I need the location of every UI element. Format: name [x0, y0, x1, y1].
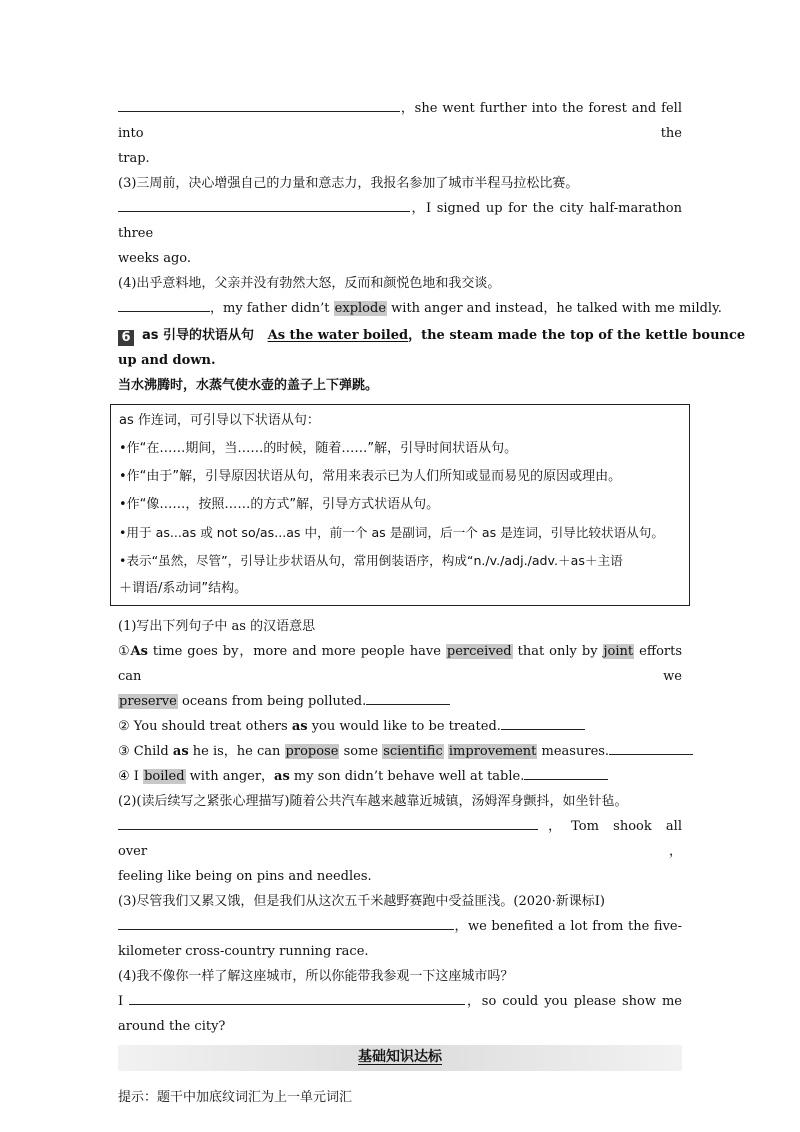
rule-concession-1: •表示“虽然，尽管”，引导让步状语从句，常用倒装语序，构成“n./v./adj./adv.＋as＋主语	[119, 553, 623, 568]
exercise3-prompt: (3)尽管我们又累又饿，但是我们从这次五千米越野赛跑中受益匪浅。(2020·新课标Ⅰ)	[118, 894, 605, 909]
rule-concession-2: ＋谓语/系动词”结构。	[119, 581, 248, 596]
answer-blank[interactable]	[524, 764, 608, 780]
item2-line1: ，she went further into the forest and fell into the	[118, 96, 682, 146]
exercise1-sentence3: ③ Child as he is，he can propose some scientific improvement measures.	[118, 739, 682, 764]
section6-title: as 引导的状语从句	[142, 328, 255, 343]
answer-blank[interactable]	[366, 689, 450, 705]
exercise1-sentence2: ② You should treat others as you would like to be treated.	[118, 714, 682, 739]
section6-example-line2: up and down.	[118, 353, 216, 368]
document-page	[118, 96, 746, 1110]
rule-manner: •作“像……，按照……的方式”解，引导方式状语从句。	[119, 497, 440, 512]
rules-heading: as 作连词，可引导以下状语从句：	[119, 413, 320, 428]
item3-line2: weeks ago.	[118, 251, 191, 266]
rule-comparison: •用于 as...as 或 not so/as...as 中，前一个 as 是副词，后一个 as 是连词，引导比较状语从句。	[119, 525, 664, 540]
rules-box	[110, 404, 690, 606]
highlighted-word: joint	[603, 644, 634, 659]
item2-line2: trap.	[118, 151, 150, 166]
exercise1-sentence4: ④ I boiled with anger，as my son didn’t behave well at table.	[118, 764, 682, 789]
answer-blank[interactable]	[118, 296, 210, 312]
rule-reason: •作“由于”解，引导原因状语从句，常用来表示已为人们所知或显而易见的原因或理由。	[119, 469, 622, 484]
exercise1-sentence1-cont: preserve oceans from being polluted.	[118, 689, 682, 714]
section6-translation: 当水沸腾时，水蒸气使水壶的盖子上下弹跳。	[118, 378, 379, 393]
banner-title: 基础知识达标	[358, 1049, 442, 1065]
exercise2-line2: feeling like being on pins and needles.	[118, 869, 372, 884]
answer-blank[interactable]	[118, 96, 400, 112]
example-underlined: As the water boiled	[267, 328, 409, 343]
answer-blank[interactable]	[129, 989, 465, 1005]
answer-blank[interactable]	[118, 196, 410, 212]
item3-line1: ，I signed up for the city half-marathon three	[118, 196, 682, 246]
section-banner	[118, 1045, 682, 1071]
answer-blank[interactable]	[118, 814, 538, 830]
exercise2-prompt: (2)(读后续写之紧张心理描写)随着公共汽车越来越靠近城镇，汤姆浑身颤抖，如坐针毡。	[118, 794, 628, 809]
exercise4-line2: around the city?	[118, 1019, 226, 1034]
item4-prompt: (4)出乎意料地，父亲并没有勃然大怒，反而和颜悦色地和我交谈。	[118, 276, 501, 291]
exercise3-line1: ，we benefited a lot from the five-	[118, 914, 682, 939]
answer-blank[interactable]	[501, 714, 585, 730]
highlighted-word: boiled	[144, 769, 185, 784]
answer-blank[interactable]	[118, 914, 454, 930]
rule-time: •作“在……期间，当……的时候，随着……”解，引导时间状语从句。	[119, 441, 518, 456]
exercise2-line1: ，Tom shook all over，	[118, 814, 682, 864]
exercise4-line1: I ，so could you please show me	[118, 989, 682, 1014]
highlighted-word: improvement	[448, 744, 537, 759]
highlighted-word: preserve	[119, 694, 177, 709]
highlighted-word: perceived	[446, 644, 512, 659]
hint-text: 提示：题干中加底纹词汇为上一单元词汇	[118, 1090, 353, 1105]
answer-blank[interactable]	[609, 739, 693, 755]
item4-line1: ，my father didn’t explode with anger and instead，he talked with me mildly.	[118, 296, 682, 321]
highlighted-word: explode	[334, 301, 387, 316]
highlighted-word: propose	[285, 744, 339, 759]
exercise3-line2: kilometer cross-country running race.	[118, 944, 369, 959]
exercise1-prompt: (1)写出下列句子中 as 的汉语意思	[118, 619, 316, 634]
item3-prompt: (3)三周前，决心增强自己的力量和意志力，我报名参加了城市半程马拉松比赛。	[118, 176, 579, 191]
section6-heading: 6 as 引导的状语从句 As the water boiled，the steam made the top of the kettle bounce	[118, 323, 682, 348]
section-number-icon: 6	[118, 330, 134, 346]
exercise4-prompt: (4)我不像你一样了解这座城市，所以你能带我参观一下这座城市吗？	[118, 969, 514, 984]
exercise1-sentence1: ①As time goes by，more and more people have perceived that only by joint efforts can we	[118, 644, 683, 684]
highlighted-word: scientific	[383, 744, 443, 759]
